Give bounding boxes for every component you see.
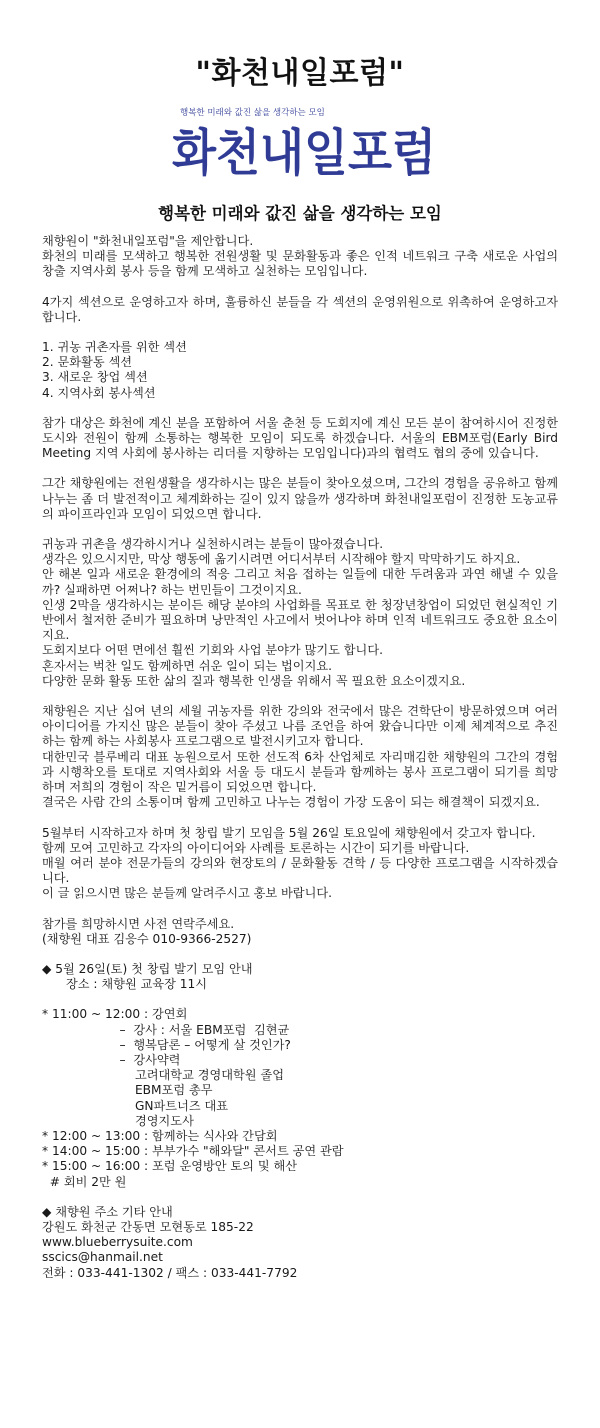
schedule-row: 고려대학교 경영대학원 졸업 [42, 1068, 285, 1083]
meeting-place: 장소 : 채향원 교육장 11시 [66, 977, 208, 992]
paragraph-line: 채향원은 지난 십여 년의 세월 귀농자를 위한 강의와 전국에서 많은 견학단이 방문하였으며 여러 아이디어를 가지신 많은 분들이 찾아 주셨고 나름 조언을 하여 왔습니다만 이제 체계적으로 추진하는 함께 하는 사회봉사 프로그램으로 발전시키고자 합니다. [42, 704, 558, 749]
address-line: 강원도 화천군 간동면 모현동로 185-22 [42, 1219, 254, 1234]
paragraph-line: 안 해본 일과 새로운 환경에의 적응 그리고 처음 접하는 일들에 대한 두려움과 과연 해낼 수 있을까? 실패하면 어쩌나? 하는 번민들이 그것이지요. [42, 567, 558, 597]
participants-paragraph: 참가 대상은 화천에 계신 분을 포함하여 서울 춘천 등 도회지에 계신 모든 분이 참여하시어 진정한 도시와 전원이 함께 소통하는 행복한 모임이 되도록 하겠습니다. 서울의 EBM포럼(Early Bird Meeting 지역 사회에 봉사하는 리더를 지향하는 모임입니다)과의 협력도 협의 중에 있습니다. [42, 415, 558, 461]
svg-text:화천내일포럼: 화천내일포럼 [172, 123, 436, 182]
contact-line: 참가를 희망하시면 사전 연락주세요. [42, 916, 235, 931]
schedule-row: – 강사 : 서울 EBM포럼 김현균 [42, 1022, 290, 1037]
schedule-row: * 15:00 ~ 16:00 : 포럼 운영방안 토의 및 해산 [42, 1159, 298, 1174]
paragraph-line: 결국은 사람 간의 소통이며 함께 고민하고 나누는 경험이 가장 도움이 되는 해결책이 되겠지요. [42, 795, 540, 810]
experience-paragraph: 그간 채향원에는 전원생활을 생각하시는 많은 분들이 찾아오셨으며, 그간의 경험을 공유하고 함께 나누는 좀 더 발전적이고 체계화하는 길이 있지 않을까 생각하며 화천내일포럼이 진정한 도농교류의 파이프라인과 모임이 되었으면 합니다. [42, 476, 558, 521]
document-body [42, 234, 558, 1296]
paragraph-line: 귀농과 귀촌을 생각하시거나 실천하시려는 분들이 많아졌습니다. [42, 537, 384, 552]
section-item: 3. 새로운 창업 섹션 [42, 370, 148, 385]
section-item: 4. 지역사회 봉사섹션 [42, 385, 156, 400]
meeting-info [42, 962, 558, 992]
phone-fax-line: 전화 : 033-441-1302 / 팩스 : 033-441-7792 [42, 1265, 298, 1280]
document-subtitle: 행복한 미래와 값진 삶을 생각하는 모임 [158, 204, 442, 223]
schedule-row: * 11:00 ~ 12:00 : 강연회 [42, 1007, 188, 1022]
schedule-row: 경영지도사 [42, 1113, 194, 1128]
paragraph-line: 인생 2막을 생각하시는 분이든 해당 분야의 사업화를 목표로 한 청장년창업이 되었던 현실적인 기반에서 철저한 준비가 필요하며 낭만적인 사고에서 벗어나야 하며 인적 네트워크도 중요한 요소이지요. [42, 597, 558, 643]
paragraph-line: 도회지보다 어떤 면에선 훨씬 기회와 사업 분야가 많기도 합니다. [42, 643, 383, 658]
paragraph-line: 함께 모여 고민하고 각자의 아이디어와 사례를 토론하는 시간이 되기를 바랍니다. [42, 840, 470, 855]
paragraph-line: 다양한 문화 활동 또한 삶의 질과 행복한 인생을 위해서 꼭 필요한 요소이겠지요. [42, 673, 466, 688]
logo-wordmark [170, 116, 440, 182]
document-title: "화천내일포럼" [195, 56, 405, 91]
paragraph-line: 대한민국 블루베리 대표 농원으로서 또한 선도적 6차 산업체로 자리매김한 채향원의 그간의 경험과 시행착오를 토대로 지역사회와 서울 등 대도시 분들과 함께하는 봉사 프로그램이 되기를 희망하며 저희의 경험이 작은 밑거름이 되었으면 합니다. [42, 749, 558, 795]
meeting-paragraph [42, 826, 558, 902]
schedule-row: – 행복담론 – 어떻게 살 것인가? [42, 1037, 291, 1052]
section-item: 1. 귀농 귀촌자를 위한 섹션 [42, 340, 187, 355]
section-item: 2. 문화활동 섹션 [42, 355, 133, 370]
history-paragraph [42, 704, 558, 810]
paragraph-line: 이 글 읽으시면 많은 분들께 알려주시고 홍보 바랍니다. [42, 886, 333, 901]
paragraph-line: 생각은 있으시지만, 막상 행동에 옮기시려면 어디서부터 시작해야 할지 막막하기도 하지요. [42, 552, 521, 567]
schedule-row: EBM포럼 총무 [42, 1083, 213, 1098]
meeting-info-heading: ◆ 5월 26일(토) 첫 창립 발기 모임 안내 [42, 961, 253, 976]
sections-list [42, 340, 558, 401]
intro-line: 화천의 미래를 모색하고 행복한 전원생활 및 문화활동과 좋은 인적 네트워크 구축 새로운 사업의 창출 지역사회 봉사 등을 함께 모색하고 실천하는 모임입니다. [42, 249, 558, 279]
contact-request [42, 917, 558, 947]
contact-line: (채향원 대표 김응수 010-9366-2527) [42, 931, 252, 946]
forum-logo [170, 104, 440, 184]
schedule-row: GN파트너즈 대표 [42, 1098, 229, 1113]
intro-paragraph [42, 234, 558, 280]
intro-line: 채향원이 "화천내일포럼"을 제안합니다. [42, 234, 254, 248]
schedule-row: * 14:00 ~ 15:00 : 부부가수 "해와달" 콘서트 공연 관람 [42, 1144, 344, 1159]
schedule-row: – 강사약력 [42, 1052, 181, 1067]
logo-tagline: 행복한 미래와 값진 삶을 생각하는 모임 [180, 108, 325, 118]
return-to-farm-paragraph [42, 537, 558, 689]
website-link[interactable]: www.blueberrysuite.com [42, 1235, 193, 1250]
address-info [42, 1205, 558, 1281]
address-heading: ◆ 채향원 주소 기타 안내 [42, 1204, 173, 1219]
paragraph-line: 매월 여러 분야 전문가들의 강의와 현장토의 / 문화활동 견학 / 등 다양한 프로그램을 시작하겠습니다. [42, 855, 558, 886]
sections-intro-paragraph: 4가지 섹션으로 운영하고자 하며, 훌륭하신 분들을 각 섹션의 운영위원으로 위촉하여 운영하고자 합니다. [42, 294, 558, 324]
schedule-list [42, 1007, 558, 1189]
paragraph-line: 혼자서는 벅찬 일도 함께하면 쉬운 일이 되는 법이지요. [42, 658, 333, 673]
paragraph-line: 5월부터 시작하고자 하며 첫 창립 발기 모임을 5월 26일 토요일에 채향원에서 갖고자 합니다. [42, 825, 536, 840]
email-link[interactable]: sscics@hanmail.net [42, 1250, 163, 1265]
schedule-row: # 회비 2만 원 [42, 1174, 127, 1189]
schedule-row: * 12:00 ~ 13:00 : 함께하는 식사와 간담회 [42, 1128, 278, 1143]
